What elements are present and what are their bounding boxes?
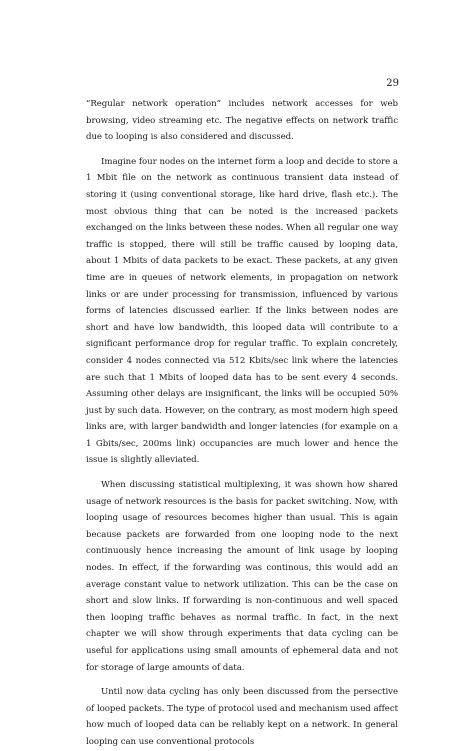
paragraph-four-nodes-example: Imagine four nodes on the internet form a loop and decide to store a 1 Mbit file on the network as continuous transient data instead of storing it (using conventional storage, like hard drive, flash etc.). The most obvious thing that can be noted is the increased packets exchanged on the links between these nodes. When all regular one way traffic is stopped, there will still be traffic caused by looping data, about 1 Mbits of data packets to be exact. These packets, at any given time are in queues of network elements, in propagation on network links or are under processing for transmission, influenced by various forms of latencies discussed earlier. If the links between nodes are short and have low bandwidth, this looped data will contribute to a significant performance drop for regular traffic. To explain concretely, consider 4 nodes connected via 512 Kbits/sec link where the latencies are such that 1 Mbits of looped data has to be sent every 4 seconds. Assuming other delays are insignificant, the links will be occupied 50% just by such data. However, on the contrary, as most modern high speed links are, with larger bandwidth and longer latencies (for example on a 1 Gbits/sec, 200ms link) occupancies are much lower and hence the issue is slightly alleviated.	[86, 156, 398, 466]
body-text	[86, 96, 398, 751]
paragraph-data-cycling-protocols: Until now data cycling has only been discussed from the persective of looped packets. The type of protocol used and mechanism used affect how much of looped data can be reliably kept on a network. In general looping can use conventional protocols	[86, 687, 398, 747]
paragraph-regular-network-operation: “Regular network operation” includes network accesses for web browsing, video streaming etc. The negative effects on network traffic due to looping is also considered and discussed.	[86, 99, 398, 143]
page-number: 29	[386, 78, 399, 89]
paragraph-statistical-multiplexing: When discussing statistical multiplexing, it was shown how shared usage of network resources is the basis for packet switching. Now, with looping usage of resources becomes higher than usual. This is again because packets are forwarded from one looping node to the next continuously hence increasing the amount of link usage by looping nodes. In effect, if the forwarding was continous, this would add an average constant value to network utilization. This can be the case on short and slow links. If forwarding is non-continuous and well spaced then looping traffic behaves as normal traffic. In fact, in the next chapter we will show through experiments that data cycling can be useful for applications using small amounts of ephemeral data and not for storage of large amounts of data.	[86, 480, 398, 673]
